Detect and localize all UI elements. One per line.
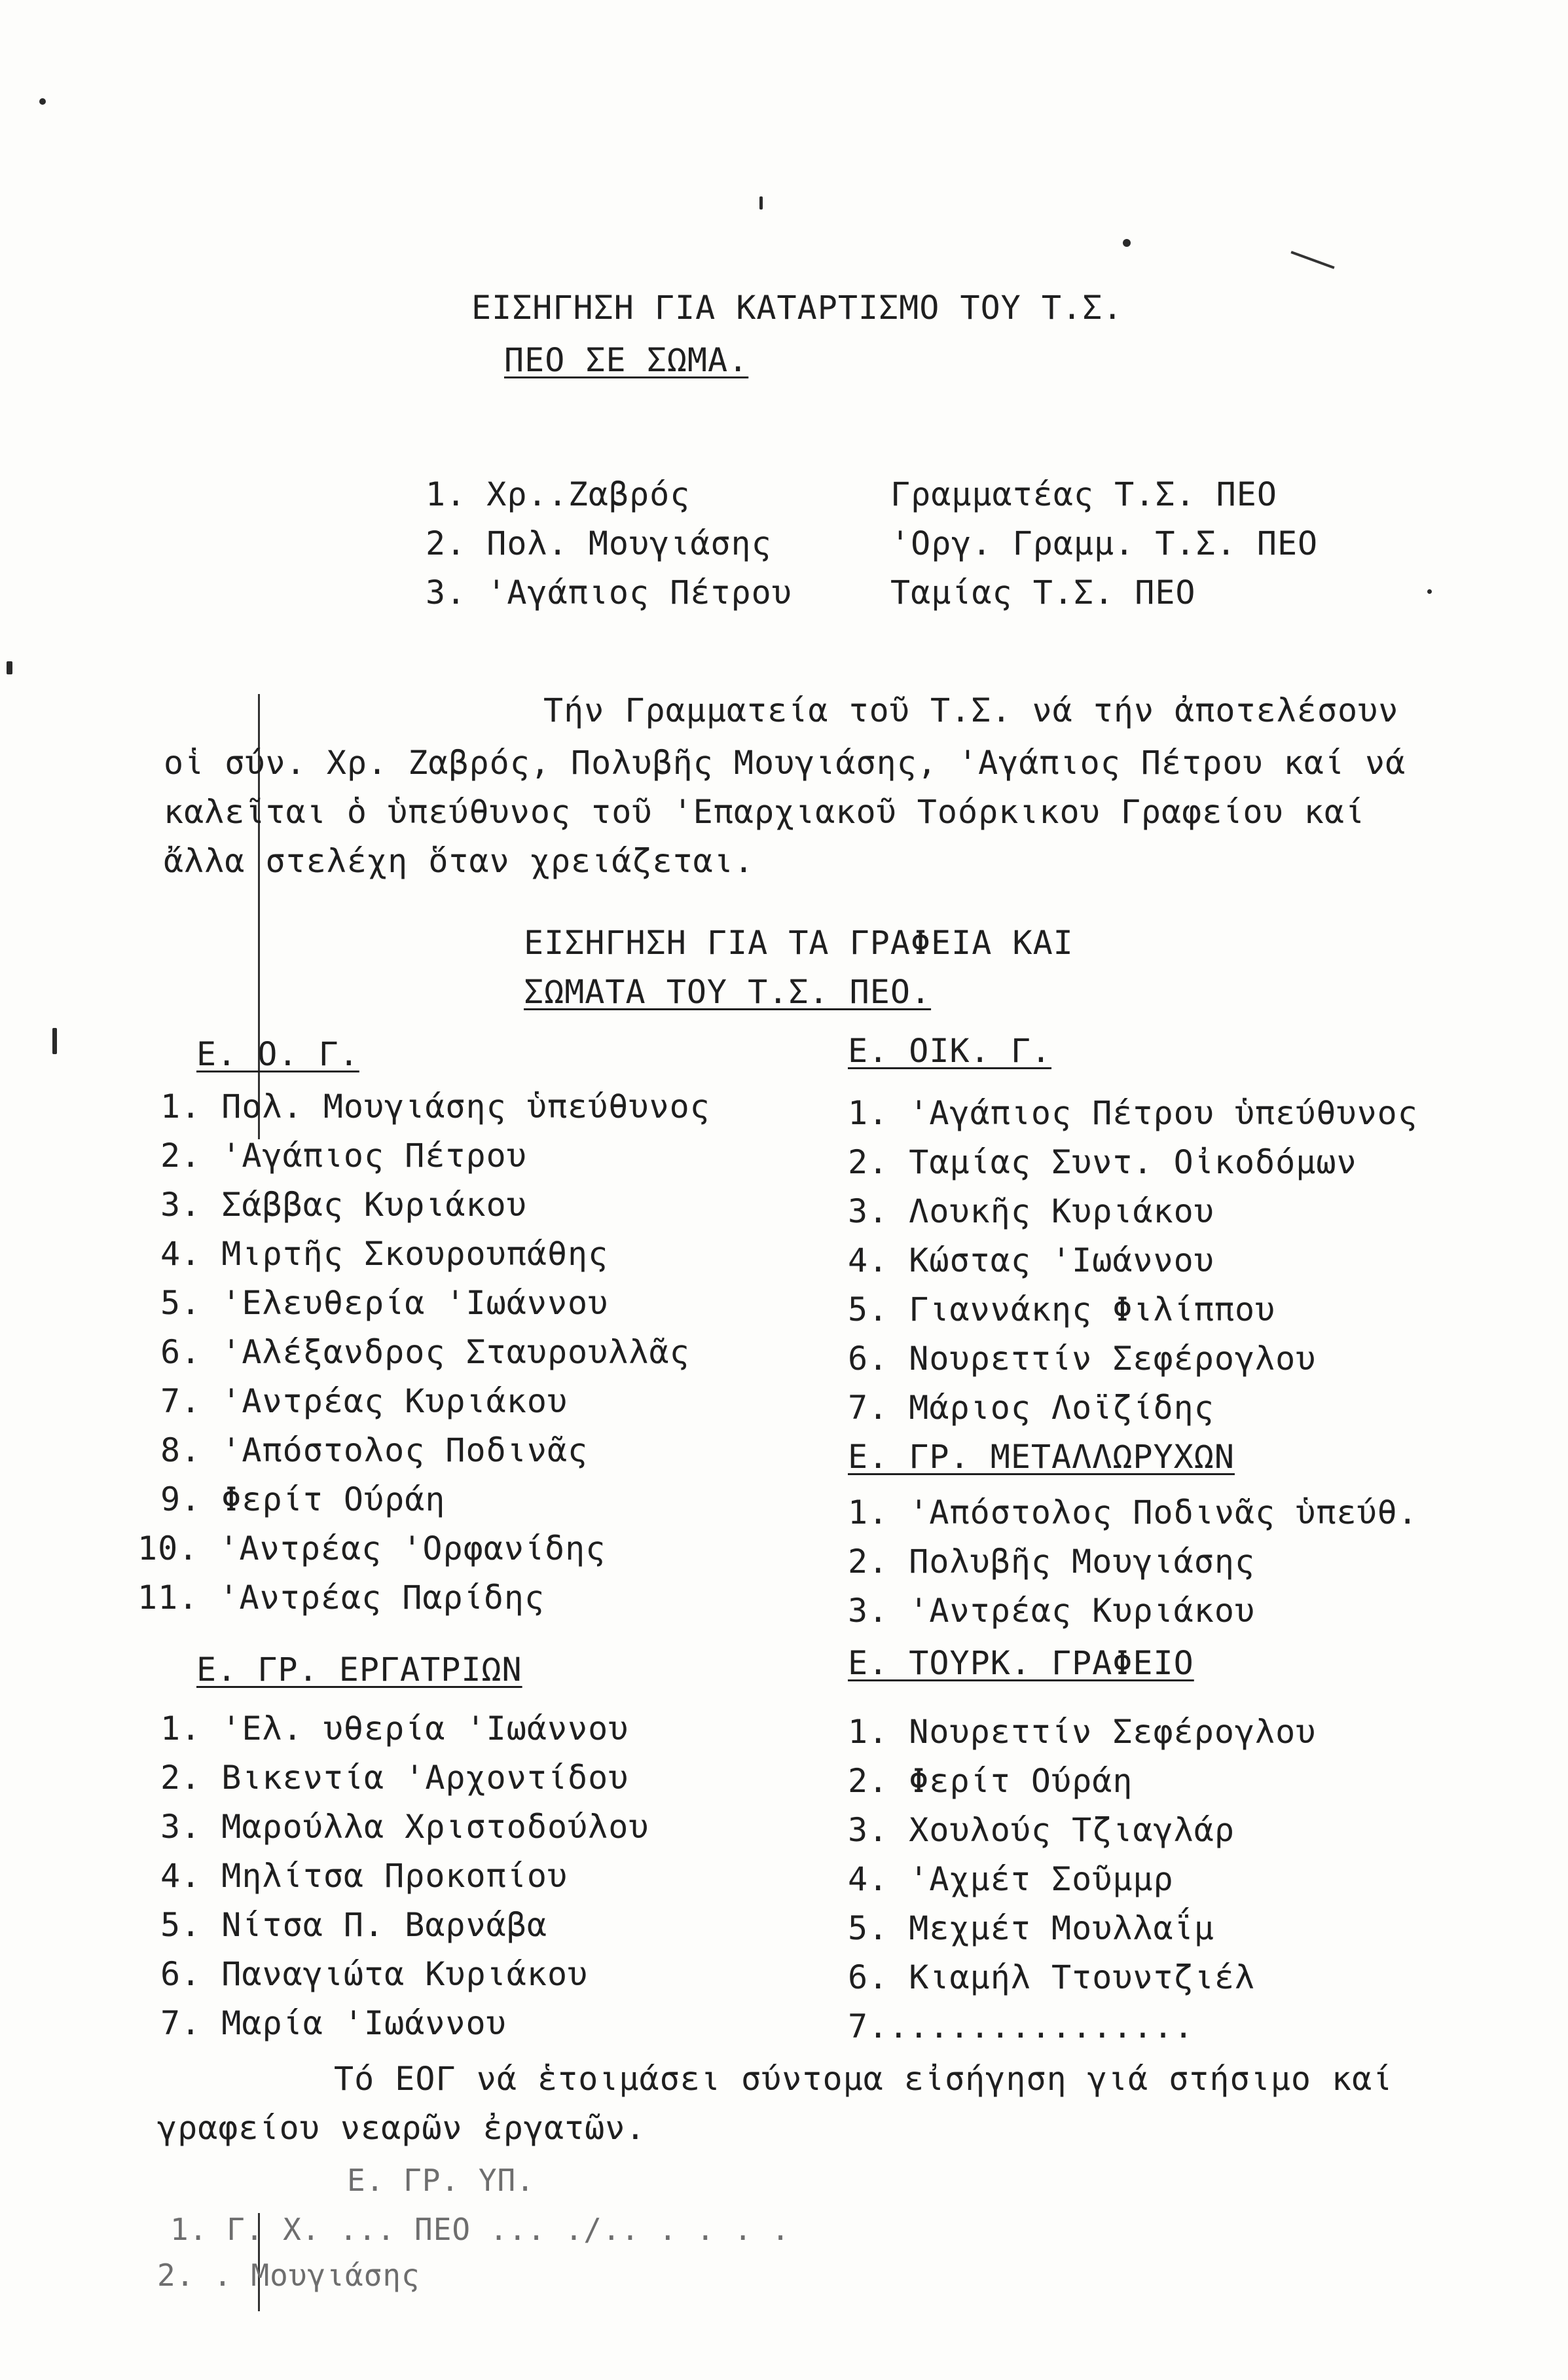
eog-item: 11. 'Αντρέας Παρίδης xyxy=(137,1579,545,1617)
eog-item: 6. 'Αλέξανδρος Σταυρουλλᾶς xyxy=(160,1333,690,1371)
eog-item: 2. 'Αγάπιος Πέτρου xyxy=(160,1137,527,1175)
member-name: 3. 'Αγάπιος Πέτρου xyxy=(426,574,792,612)
eog-item: 5. 'Ελευθερία 'Ιωάννου xyxy=(160,1284,609,1322)
ergatrion-heading: Ε. ΓΡ. ΕΡΓΑΤΡΙΩΝ xyxy=(196,1651,522,1689)
metallorychon-item: 3. 'Αντρέας Κυριάκου xyxy=(848,1592,1256,1630)
ergatrion-item: 7. Μαρία 'Ιωάννου xyxy=(160,2004,507,2042)
member-role: Γραμματέας Τ.Σ. ΠΕΟ xyxy=(890,475,1277,513)
ergatrion-item: 3. Μαρούλλα Χριστοδούλου xyxy=(160,1808,649,1846)
title-line-1: ΕΙΣΗΓΗΣΗ ΓΙΑ ΚΑΤΑΡΤΙΣΜΟ ΤΟΥ Τ.Σ. xyxy=(471,289,1123,327)
tourk-item: 5. Μεχμέτ Μουλλαΐμ xyxy=(848,1909,1214,1947)
ink-speck xyxy=(1123,239,1131,247)
metallorychon-item: 2. Πολυβῆς Μουγιάσης xyxy=(848,1543,1256,1581)
eoik-item: 3. Λουκῆς Κυριάκου xyxy=(848,1192,1214,1230)
member-name: 1. Χρ..Ζαβρός xyxy=(426,475,691,513)
ink-speck xyxy=(52,1028,57,1054)
eoik-heading: Ε. ΟΙΚ. Γ. xyxy=(848,1032,1052,1070)
eog-item: 8. 'Απόστολος Ποδινᾶς xyxy=(160,1431,589,1469)
tourk-item: 2. Φερίτ Ούράη xyxy=(848,1762,1133,1800)
eoik-item: 1. 'Αγάπιος Πέτρου ὑπεύθυνος xyxy=(848,1094,1418,1132)
title-line-2: ΠΕΟ ΣΕ ΣΩΜΑ. xyxy=(504,341,749,379)
tourk-item: 4. 'Αχμέτ Σοῦμμρ xyxy=(848,1860,1174,1898)
section-title-line-1: ΕΙΣΗΓΗΣΗ ΓΙΑ ΤΑ ΓΡΑΦΕΙΑ ΚΑΙ xyxy=(524,924,1074,962)
paragraph-line: Τήν Γραμματεία τοῦ Τ.Σ. νά τήν ἀποτελέσουν xyxy=(543,691,1399,729)
closing-line: Τό ΕΟΓ νά ἑτοιμάσει σύντομα εἰσήγηση γιά στήσιμο καί xyxy=(334,2060,1393,2098)
section-title-line-2: ΣΩΜΑΤΑ ΤΟΥ Τ.Σ. ΠΕΟ. xyxy=(524,973,932,1011)
eog-item: 1. Πολ. Μουγιάσης ὑπεύθυνος xyxy=(160,1088,710,1126)
ergatrion-item: 6. Παναγιώτα Κυριάκου xyxy=(160,1955,589,1993)
eog-item: 3. Σάββας Κυριάκου xyxy=(160,1186,527,1224)
ergatrion-item: 2. Βικεντία 'Αρχοντίδου xyxy=(160,1759,629,1797)
margin-stroke xyxy=(1290,251,1334,269)
tourk-item: 7................ xyxy=(848,2007,1194,2045)
ink-speck xyxy=(39,98,46,105)
tourk-item: 1. Νουρεττίν Σεφέρογλου xyxy=(848,1713,1317,1751)
eoik-item: 2. Ταμίας Συντ. Οἰκοδόμων xyxy=(848,1143,1357,1181)
ink-speck xyxy=(759,196,763,210)
eoik-item: 7. Μάριος Λοϊζίδης xyxy=(848,1389,1214,1427)
paragraph-line: ἄλλα στελέχη ὅταν χρειάζεται. xyxy=(164,842,754,880)
paragraph-line: οἱ σύν. Χρ. Ζαβρός, Πολυβῆς Μουγιάσης, 'Αγάπιος Πέτρου καί νά xyxy=(164,744,1406,782)
ergatrion-item: 1. 'Ελ. υθερία 'Ιωάννου xyxy=(160,1710,629,1748)
paragraph-line: καλεῖται ὁ ὑπεύθυνος τοῦ 'Επαρχιακοῦ Τοόρκικου Γραφείου καί xyxy=(164,793,1366,831)
faint-footer-line: Ε. ΓΡ. ΥΠ. xyxy=(347,2163,535,2198)
tourk-heading: Ε. ΤΟΥΡΚ. ΓΡΑΦΕΙΟ xyxy=(848,1644,1194,1682)
eoik-item: 4. Κώστας 'Ιωάννου xyxy=(848,1241,1214,1279)
ergatrion-item: 5. Νίτσα Π. Βαρνάβα xyxy=(160,1906,547,1944)
eog-item: 7. 'Αντρέας Κυριάκου xyxy=(160,1382,568,1420)
eoik-item: 5. Γιαννάκης Φιλίππου xyxy=(848,1291,1276,1328)
metallorychon-item: 1. 'Απόστολος Ποδινᾶς ὑπεύθ. xyxy=(848,1493,1418,1531)
metallorychon-heading: Ε. ΓΡ. ΜΕΤΑΛΛΩΡΥΧΩΝ xyxy=(848,1438,1235,1476)
ergatrion-item: 4. Μηλίτσα Προκοπίου xyxy=(160,1857,568,1895)
ink-speck xyxy=(7,661,12,674)
eog-heading: Ε. Ο. Γ. xyxy=(196,1035,359,1073)
faint-footer-line: 1. Γ. Χ. ... ΠΕΟ ... ./.. . . . . xyxy=(170,2212,790,2247)
tourk-item: 6. Κιαμήλ Ττουντζιέλ xyxy=(848,1958,1256,1996)
member-name: 2. Πολ. Μουγιάσης xyxy=(426,524,772,562)
eog-item: 9. Φερίτ Ούράη xyxy=(160,1480,446,1518)
eog-item: 10. 'Αντρέας 'Ορφανίδης xyxy=(137,1529,606,1567)
eog-item: 4. Μιρτῆς Σκουρουπάθης xyxy=(160,1235,609,1273)
ink-speck xyxy=(1427,589,1432,594)
faint-footer-line: 2. . Μουγιάσης xyxy=(157,2258,420,2293)
member-role: 'Οργ. Γραμμ. Τ.Σ. ΠΕΟ xyxy=(890,524,1319,562)
eoik-item: 6. Νουρεττίν Σεφέρογλου xyxy=(848,1340,1317,1378)
member-role: Ταμίας Τ.Σ. ΠΕΟ xyxy=(890,574,1196,612)
closing-line: γραφείου νεαρῶν ἐργατῶν. xyxy=(157,2109,646,2147)
tourk-item: 3. Χουλούς Τζιαγλάρ xyxy=(848,1811,1235,1849)
